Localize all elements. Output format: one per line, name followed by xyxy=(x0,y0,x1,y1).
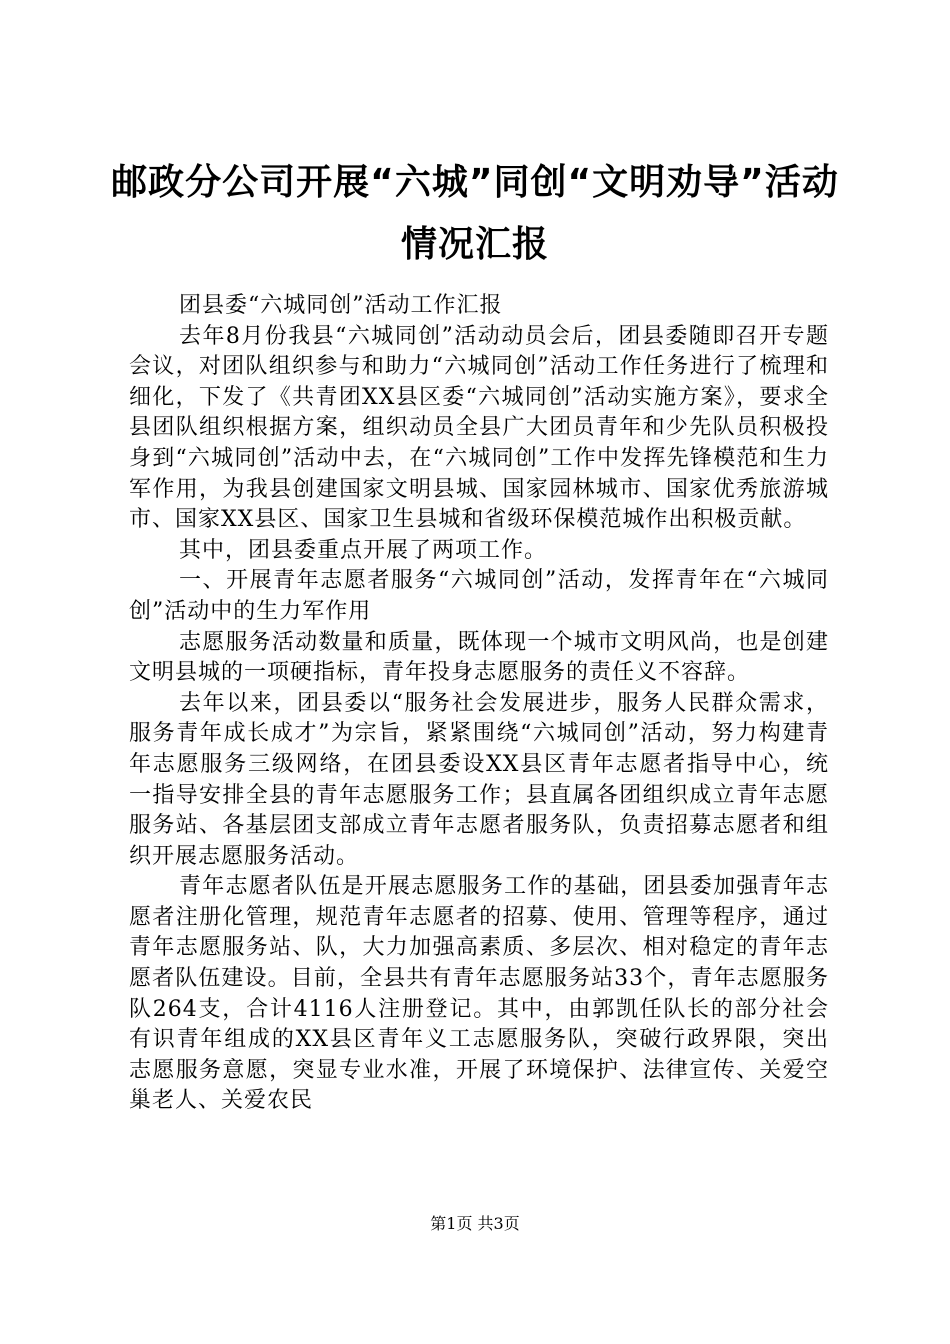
document-title: 邮政分公司开展“六城”同创“文明劝导”活动情况汇报 xyxy=(111,162,839,265)
paragraph-subtitle: 团县委“六城同创”活动工作汇报 xyxy=(179,293,503,318)
paragraph-volunteer-team: 青年志愿者队伍是开展志愿服务工作的基础，团县委加强青年志愿者注册化管理，规范青年志愿者的招募、使用、管理等程序，通过青年志愿服务站、队，大力加强高素质、多层次、相对稳定的青年志愿者队伍建设。目前，全县共有青年志愿服务站33个，青年志愿服务队264支，合计4116人注册登记。其中，由郭凯任队长的部分社会有识青年组成的XX县区青年义工志愿服务队，突破行政界限，突出志愿服务意愿，突显专业水准，开展了环境保护、法律宣传、关爱空巢老人、关爱农民 xyxy=(129,874,829,1114)
paragraph-volunteer-importance: 志愿服务活动数量和质量，既体现一个城市文明风尚，也是创建文明县城的一项硬指标，青年投身志愿服务的责任义不容辞。 xyxy=(129,629,829,686)
document-body xyxy=(129,291,829,1117)
paragraph-intro: 去年8月份我县“六城同创”活动动员会后，团县委随即召开专题会议，对团队组织参与和助力“六城同创”活动工作任务进行了梳理和细化，下发了《共青团XX县区委“六城同创”活动实施方案》，要求全县团队组织根据方案，组织动员全县广大团员青年和少先队员积极投身到“六城同创”活动中去，在“六城同创”工作中发挥先锋模范和生力军作用，为我县创建国家文明县城、国家园林城市、国家优秀旅游城市、国家XX县区、国家卫生县城和省级环保模范城作出积极贡献。 xyxy=(129,323,829,533)
section-heading-1: 一、开展青年志愿者服务“六城同创”活动，发挥青年在“六城同创”活动中的生力军作用 xyxy=(129,568,829,624)
page-number: 第1页 共3页 xyxy=(430,1214,520,1233)
paragraph-summary: 其中，团县委重点开展了两项工作。 xyxy=(179,537,548,563)
paragraph-volunteer-network: 去年以来，团县委以“服务社会发展进步，服务人民群众需求，服务青年成长成才”为宗旨，紧紧围绕“六城同创”活动，努力构建青年志愿服务三级网络，在团县委设XX县区青年志愿者指导中心，统一指导安排全县的青年志愿服务工作；县直属各团组织成立青年志愿服务站、各基层团支部成立青年志愿者服务队，负责招募志愿者和组织开展志愿服务活动。 xyxy=(129,690,829,869)
